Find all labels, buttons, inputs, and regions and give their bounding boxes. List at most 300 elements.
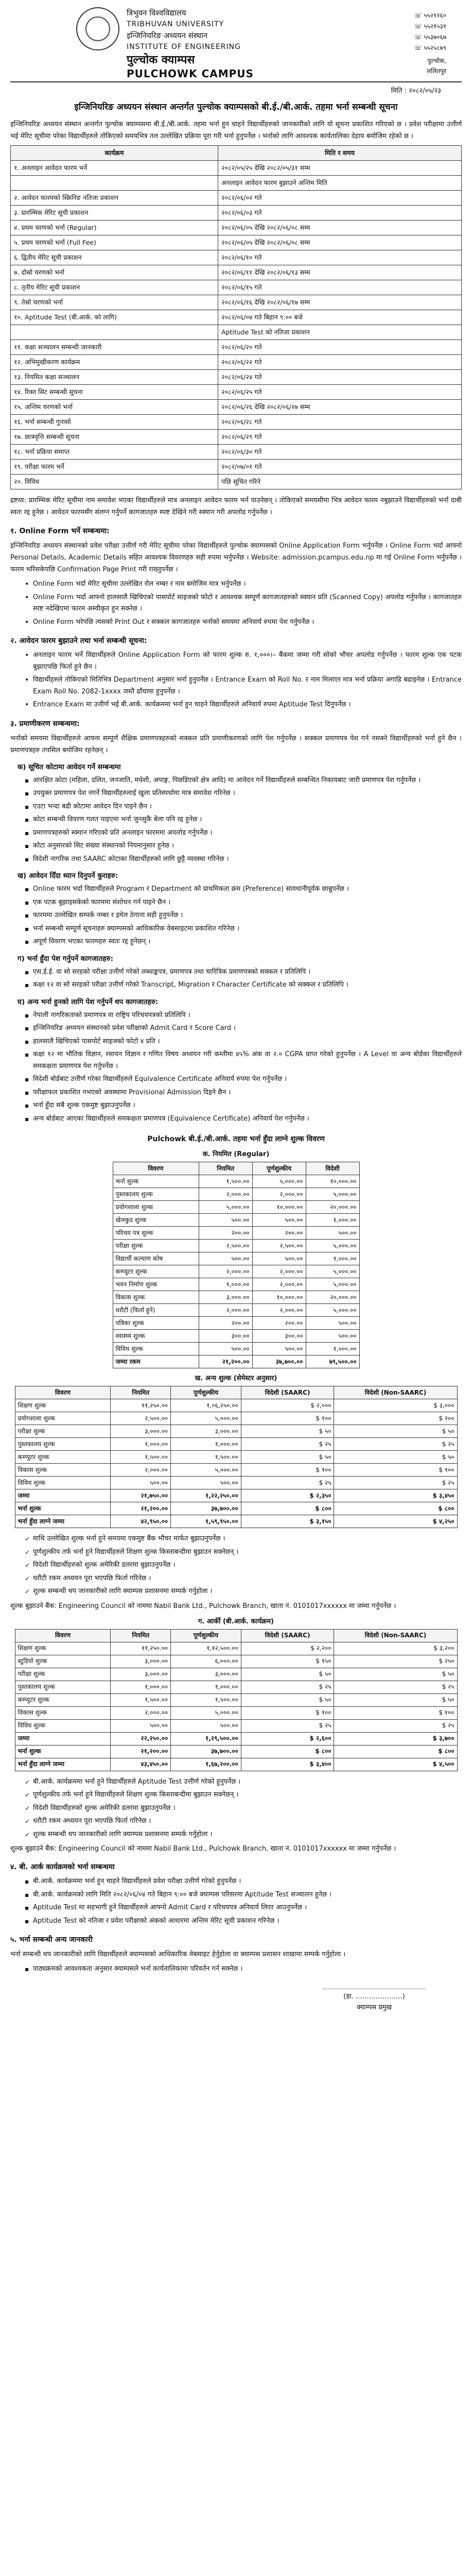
fee-amount: ३७,७००.०० — [252, 1355, 306, 1368]
fee-amount: ५००.०० — [252, 1343, 306, 1355]
table-row — [15, 1681, 457, 1693]
fee-amount: ५,०००.०० — [306, 1265, 359, 1278]
fee-item: जम्मा — [15, 1732, 111, 1745]
fee-item: कम्प्युटर शुल्क — [15, 1693, 111, 1706]
fee-amount: ५००.०० — [306, 1330, 359, 1343]
fee-amount: ५००.०० — [111, 1477, 171, 1489]
list-item: ▪ पाठ्यक्रमको आवश्यकता अनुसार क्याम्पसले भर्ना कार्यतालिकामा परिवर्तन गर्न सक्नेछ । — [33, 1963, 462, 1975]
bank-note: शुल्क बुझाउने बैंक: Engineering Council को नाममा Nabil Bank Ltd., Pulchowk Branch, खाता नं. 0101017xxxxxx मा जम्मा गर्नुपर्नेछ । — [10, 1602, 396, 1610]
fee-amount: २०,०००.०० — [306, 1201, 359, 1214]
table-row — [11, 355, 462, 370]
schedule-activity: ४. प्रथम चरणको भर्ना (Regular) — [11, 221, 218, 235]
fee-item: कम्प्युटर शुल्क — [113, 1265, 199, 1278]
list-item: ▪ एक पटक बुझाइसकेको फारममा संशोधन गर्न पाइने छैन । — [33, 897, 462, 909]
schedule-activity: २०. विविध — [11, 474, 218, 489]
fee-item: परिचय पत्र शुल्क — [113, 1227, 199, 1240]
section-other-info-heading: ५. भर्ना सम्बन्धी अन्य जानकारी — [10, 1936, 93, 1944]
fee-amount: २१,२००.०० — [199, 1355, 252, 1368]
table-row — [11, 460, 462, 474]
table-row — [11, 250, 462, 265]
fee-table-other — [15, 1386, 458, 1528]
notice-title: इन्जिनियरिङ अध्ययन संस्थान अन्तर्गत पुल्चोक क्याम्पसको बी.ई./बी.आर्क. तहमा भर्ना सम्बन्धी सूचना — [74, 102, 398, 112]
fee-amount: $ ५० — [241, 1693, 334, 1706]
list-item: ▪ नेपाली नागरिकताको प्रमाणपत्र वा राष्ट्रिय परिचयपत्रको प्रतिलिपि । — [33, 1010, 462, 1022]
fee-amount: ५००.०० — [171, 1477, 241, 1489]
schedule-activity: १५. अन्तिम चरणको भर्ना — [11, 400, 218, 415]
table-header: विवरण — [15, 1629, 111, 1642]
fee-amount: ५००.०० — [252, 1252, 306, 1265]
fee-amount: २,५००.०० — [199, 1240, 252, 1252]
fee-table-rows — [113, 1175, 359, 1368]
fee-amount: ५००.०० — [252, 1214, 306, 1227]
section-quota-heading: क) सूचित कोटामा आवेदन गर्ने सम्बन्धमा — [18, 762, 121, 771]
fee-amount: १०,०००.०० — [252, 1201, 306, 1214]
signatory-name: (डा. …………………) — [343, 1992, 405, 2001]
table-header: कार्यक्रम — [11, 146, 218, 161]
fee-amount: १,०६,२५०.०० — [171, 1399, 241, 1412]
fee-amount: $ ८०० — [241, 1745, 334, 1758]
table-row — [11, 474, 462, 489]
fee-item: परीक्षा शुल्क — [15, 1668, 111, 1681]
table-row — [113, 1175, 359, 1188]
fee-amount: ३७,७००.०० — [171, 1502, 241, 1515]
list-item: ▪ एउटा भन्दा बढी कोटामा आवेदन दिन पाइने छैन । — [33, 801, 462, 813]
fee-item: स्टुडियो शुल्क — [15, 1655, 111, 1668]
fee-amount: १,५९,९५०.०० — [171, 1515, 241, 1528]
fee-table-rows — [15, 1642, 457, 1771]
table-header: पूर्णशुल्कीय — [171, 1386, 241, 1399]
fee-amount: ५००.०० — [199, 1252, 252, 1265]
fee-amount: ५,०००.०० — [306, 1188, 359, 1201]
table-row — [15, 1706, 457, 1719]
schedule-date: २०८२/०६/०३ गते — [218, 206, 461, 221]
list-item: • Online Form भर्दा आफ्नो हालसालै खिचिएको पासपोर्ट साइजको फोटो र आवश्यक सम्पूर्ण कागजातहरुको स्क्यान प्रति (Scanned Copy) अपलोड गर्नुपर्नेछ । कागजातहरु स्पष्ट नदेखिएमा फारम अस्वीकृत हुन सक्नेछ । — [33, 592, 462, 615]
fee-amount: १,०००.०० — [111, 1438, 171, 1451]
institute-name-english: INSTITUTE OF ENGINEERING — [127, 43, 241, 51]
section-other-info-list — [10, 1963, 462, 1975]
list-item: ✓ बी.आर्क. कार्यक्रममा भर्ना हुने विद्यार्थीहरुले Aptitude Test उत्तीर्ण गरेको हुनुपर्नेछ । — [33, 1776, 462, 1788]
fee-amount: २२,२५०.०० — [111, 1732, 171, 1745]
schedule-date: २०८२/०६/२५ गते — [218, 385, 461, 400]
table-row — [15, 1438, 457, 1451]
fee-amount: २,०००.०० — [199, 1304, 252, 1317]
list-item: ▪ कोटा अनुसारको सिट संख्या संस्थानको नियमानुसार हुनेछ । — [33, 840, 462, 852]
list-item: ✓ धरौटी रकम अध्ययन पूरा भएपछि फिर्ता गरिनेछ । — [33, 1573, 462, 1585]
table-row — [11, 206, 462, 221]
list-item: ✓ विदेशी विद्यार्थीहरुको शुल्क अमेरिकी डलरमा बुझाउनुपर्नेछ । — [33, 1560, 462, 1571]
list-item: • Entrance Exam मा उत्तीर्ण भई बी.आर्क. कार्यक्रममा भर्ना हुन चाहने विद्यार्थीहरुले अनिवार्य रुपमा Aptitude Test दिनुपर्नेछ । — [33, 699, 462, 711]
fee-item: विविध शुल्क — [113, 1343, 199, 1355]
table-row — [11, 370, 462, 385]
list-item: ▪ भर्ना सम्बन्धी सम्पूर्ण सूचनाहरु क्याम्पसको आधिकारिक वेबसाइटमा प्रकाशित गरिनेछ । — [33, 923, 462, 935]
schedule-activity: ८. तृतीय मेरिट सूची प्रकाशन — [11, 280, 218, 295]
table-row — [113, 1265, 359, 1278]
list-item: ▪ कोटा सम्बन्धी विवरण गलत पाइएमा भर्ना जुनसुकै बेला पनि रद्द हुनेछ । — [33, 814, 462, 826]
fee-amount: $ ८०० — [334, 1502, 457, 1515]
fee-item: भवन निर्माण शुल्क — [113, 1278, 199, 1291]
fee-amount: $ २,६०० — [241, 1732, 334, 1745]
section-other-info-paragraph: भर्ना सम्बन्धी थप जानकारीको लागि विद्यार्थीहरुले क्याम्पसको आधिकारिक वेबसाइट हेर्नुहोला वा क्याम्पस प्रशासन शाखामा सम्पर्क गर्नुहोला । — [10, 1951, 346, 1958]
fee-amount: ११,२५०.०० — [111, 1399, 171, 1412]
list-item: ▪ विदेशी बोर्डबाट उत्तीर्ण गरेका विद्यार्थीहरुले Equivalence Certificate अनिवार्य रुपमा पेश गर्नुपर्नेछ । — [33, 1074, 462, 1086]
fee-amount: ५,०००.०० — [306, 1304, 359, 1317]
fee-amount: ३००.०० — [252, 1330, 306, 1343]
phone-icon: ☏ — [414, 12, 422, 19]
fee-notes-list — [10, 1533, 462, 1598]
list-item: ▪ उपयुक्त प्रमाणपत्र पेश नगर्ने विद्यार्थीहरुलाई खुला प्रतिस्पर्धामा मात्र समावेश गरिनेछ । — [33, 788, 462, 800]
fee-amount: १०,०००.०० — [306, 1175, 359, 1188]
phone-icon: ☏ — [414, 44, 422, 52]
fee-item: शिक्षण शुल्क — [15, 1642, 111, 1655]
fee-amount: $ ५० — [241, 1668, 334, 1681]
fee-amount: ३७,७००.०० — [171, 1745, 241, 1758]
fee-amount: २,०००.०० — [252, 1265, 306, 1278]
fee-amount: $ २५ — [334, 1438, 457, 1451]
list-item: • Online Form भर्दा मेरिट सूचीमा उल्लेखित रोल नम्बर र नाम बमोजिम मात्र भर्नुपर्नेछ । — [33, 579, 462, 590]
fee-amount: $ २५ — [334, 1719, 457, 1732]
table-row — [113, 1304, 359, 1317]
fee-amount: ५००.०० — [199, 1343, 252, 1355]
fee-amount: १,२२,२५०.०० — [171, 1489, 241, 1502]
schedule-date: २०८२/०६/१५ गते — [218, 280, 461, 295]
header-divider — [10, 81, 462, 82]
fee-amount: १,५००.०० — [111, 1451, 171, 1464]
intro-paragraph: इन्जिनियरिङ अध्ययन संस्थान अन्तर्गत पुल्चोक क्याम्पसमा बी.ई./बी.आर्क. तहमा भर्ना हुन चाहने विद्यार्थीहरुको जानकारीको लागि यो सूचना प्रकाशित गरिएको छ । प्रवेश परीक्षामा उत्तीर्ण भई मेरिट सूचीमा परेका विद्यार्थीहरुले तोकिएको समयभित्र तल उल्लेखित प्रक्रिया पूरा गरी भर्ना हुनुपर्नेछ । भर्नाको लागि आवश्यक कार्यतालिका देहाय बमोजिम रहेको छ । — [10, 121, 462, 140]
table-row — [113, 1317, 359, 1330]
fee-amount: २,०००.०० — [111, 1706, 171, 1719]
fee-item: खेलकुद शुल्क — [113, 1214, 199, 1227]
fee-amount: २०,०००.०० — [306, 1291, 359, 1304]
table-header: विवरण — [15, 1386, 111, 1399]
table-row — [113, 1240, 359, 1252]
fee-amount: $ ५० — [334, 1425, 457, 1438]
table-row — [113, 1227, 359, 1240]
fee-amount: २,५००.०० — [252, 1240, 306, 1252]
fee-amount: १,६७,२००.०० — [171, 1758, 241, 1771]
schedule-date: पछि सूचित गरिने — [218, 474, 461, 489]
list-item: • अनलाइन फारम भर्ने विद्यार्थीहरुले Online Application Form को फारम शुल्क रु. १,०००।– बैंकमा जम्मा गरी सोको भौचर अपलोड गर्नुपर्नेछ । फारम शुल्क एक पटक बुझाएपछि फिर्ता हुने छैन । — [33, 650, 462, 673]
university-name-nepali: त्रिभुवन विश्वविद्यालय — [127, 8, 186, 18]
table-row — [15, 1502, 457, 1515]
fee-amount: २,०००.०० — [111, 1464, 171, 1477]
fee-amount: ३,०००.०० — [111, 1668, 171, 1681]
fee-item: विविध शुल्क — [15, 1719, 111, 1732]
phone-number: ५५२५८७९ — [424, 44, 446, 52]
table-row — [15, 1642, 457, 1655]
list-item: ▪ आरक्षित कोटा (महिला, दलित, जनजाति, मधेशी, अपाङ्ग, पिछडिएको क्षेत्र आदि) मा आवेदन गर्ने विद्यार्थीहरुले सम्बन्धित निकायबाट जारी प्रमाणपत्र पेश गर्नुपर्नेछ । — [33, 775, 462, 787]
notice-date: मिति : २०८२/०५/२३ — [391, 87, 441, 95]
section-verification-paragraph: भर्नाको समयमा विद्यार्थीहरुले आफ्ना सम्पूर्ण शैक्षिक प्रमाणपत्रहरुको सक्कल प्रति प्रमाणीकरणको लागि पेश गर्नुपर्नेछ । सक्कल प्रमाणपत्र पेश गर्न नसक्ने विद्यार्थीहरुको भर्ना हुने छैन । प्रमाणपत्रहरु तपसिल बमोजिम रहनेछन् । — [10, 734, 462, 754]
list-item: ✓ शुल्क सम्बन्धी थप जानकारीको लागि क्याम्पस प्रशासनमा सम्पर्क गर्नुहोला । — [33, 1829, 462, 1841]
table-row — [15, 1515, 457, 1528]
fee-amount: १,२९,५००.०० — [171, 1732, 241, 1745]
schedule-activity: ३. प्रारम्भिक मेरिट सूची प्रकाशन — [11, 206, 218, 221]
table-row — [113, 1278, 359, 1291]
list-item: ▪ Aptitude Test को नतिजा र प्रवेश परीक्षाको अंकको आधारमा अन्तिम मेरिट सूची प्रकाशन गरिनेछ । — [33, 1916, 462, 1927]
fee-item: पुस्तकालय शुल्क — [113, 1188, 199, 1201]
list-item: ▪ परीक्षाफल प्रकाशित नभएको अवस्थामा Provisional Admission दिइने छैन । — [33, 1087, 462, 1099]
list-item: ▪ कक्षा १२ वा सो सरहको परीक्षा उत्तीर्ण गरेको Transcript, Migration र Character Certificate को सक्कल र प्रतिलिपि । — [33, 979, 462, 991]
section-verification-heading: ३. प्रमाणीकरण सम्बन्धमा: — [10, 719, 80, 728]
schedule-date: २०८२/०६/२८ गते — [218, 415, 461, 430]
admission-schedule-table — [10, 145, 462, 489]
fee-amount: ३,०००.०० — [199, 1291, 252, 1304]
fee-amount: १,०००.०० — [306, 1343, 359, 1355]
fee-amount: $ ३,००० — [334, 1399, 457, 1412]
section-documents-heading: ग) भर्ना हुँदा पेश गर्नुपर्ने कागजातहरु: — [18, 954, 113, 963]
fee-amount: ५,०००.०० — [252, 1175, 306, 1188]
table-row — [113, 1188, 359, 1201]
section-precautions-list — [10, 884, 462, 948]
fee-item: भर्ना शुल्क — [15, 1745, 111, 1758]
fee-amount: $ २५ — [334, 1477, 457, 1489]
phone-number: ५५३७०६७ — [424, 33, 446, 41]
schedule-date: २०८२/०६/०२ गते — [218, 191, 461, 206]
section-barch-list — [10, 1876, 462, 1927]
phone-number: ५५२१२६० — [424, 12, 446, 19]
section-quota-list — [10, 775, 462, 866]
address — [427, 56, 446, 76]
fee-item: प्रयोगशाला शुल्क — [15, 1412, 111, 1425]
list-item: ▪ अपूर्ण विवरण भएका फारमहरु स्वतः रद्द हुनेछन् । — [33, 936, 462, 948]
schedule-date: २०८२/०६/०५ देखि २०८२/०६/०८ सम्म — [218, 235, 461, 250]
section-application-heading: २. आवेदन फारम बुझाउने तथा भर्ना सम्बन्धी सूचना: — [10, 637, 147, 645]
list-item: ▪ एस.ई.ई. वा सो सरहको परीक्षा उत्तीर्ण गरेको लब्धाङ्कपत्र, प्रमाणपत्र तथा चारित्रिक प्रमाणपत्रको सक्कल र प्रतिलिपि । — [33, 967, 462, 978]
fee-amount: $ २५ — [241, 1438, 334, 1451]
table-row — [15, 1464, 457, 1477]
list-item: ✓ विदेशी विद्यार्थीहरुको शुल्क अमेरिकी डलरमा बुझाउनुपर्नेछ । — [33, 1803, 462, 1815]
fee-item: भर्ना हुँदा लाग्ने जम्मा — [15, 1515, 111, 1528]
schedule-date: २०८२/०६/११ देखि २०८२/०६/१३ सम्म — [218, 265, 461, 280]
fee-item: विकास शुल्क — [15, 1706, 111, 1719]
fee-amount: २,०००.०० — [199, 1265, 252, 1278]
schedule-activity: १८. भर्ना प्रक्रिया समाप्त — [11, 445, 218, 460]
list-item: ▪ बी.आर्क. कार्यक्रमको लागि मिति २०८२/०६/०४ गते बिहान ९:०० बजे क्याम्पस परिसरमा Aptitude Test सञ्चालन हुनेछ । — [33, 1889, 462, 1901]
list-item: ▪ फारममा उल्लेखित सम्पर्क नम्बर र इमेल ठेगाना सही हुनुपर्नेछ । — [33, 910, 462, 922]
fee-amount: ५,०००.०० — [306, 1278, 359, 1291]
table-header: विदेशी — [306, 1162, 359, 1175]
fee-amount: २,०००.०० — [252, 1188, 306, 1201]
schedule-activity: १४. रिक्त सिट सम्बन्धी सूचना — [11, 385, 218, 400]
fee-amount: $ १०० — [241, 1464, 334, 1477]
fee-amount: ३००.०० — [199, 1330, 252, 1343]
section-online-form-paragraph: इन्जिनियरिङ अध्ययन संस्थानको प्रवेश परीक्षा उत्तीर्ण गरी मेरिट सूचीमा परेका विद्यार्थीहरुले पुल्चोक क्याम्पसको Online Application Form भर्नुपर्नेछ । Online Form भर्दा आफ्नो Personal Details, Academic Details सहित आवश्यक विवरणहरु सही रुपमा भर्नुपर्नेछ । Website: admission.pcampus.edu.np मा गई Online Form भर्नुपर्नेछ । फारम भरिसकेपछि Confirmation Page Print गरी राख्नुपर्नेछ । — [10, 542, 462, 573]
fee-amount: १,५००.०० — [171, 1451, 241, 1464]
table-row — [113, 1355, 359, 1368]
list-item: ▪ हालसालै खिचिएको पासपोर्ट साइजको फोटो ४ प्रति । — [33, 1036, 462, 1048]
table-row — [113, 1201, 359, 1214]
fee-amount: १,०००.०० — [171, 1681, 241, 1693]
fee-amount: ११,२५०.०० — [111, 1642, 171, 1655]
fee-amount: १०,०००.०० — [252, 1291, 306, 1304]
table-header: मिति र समय — [218, 146, 461, 161]
schedule-activity: १९. परीक्षा फारम भर्ने — [11, 460, 218, 474]
schedule-date: २०८२/०६/१६ देखि २०८२/०६/१७ सम्म — [218, 295, 461, 310]
table-row — [15, 1668, 457, 1681]
fee-section-heading: Pulchowk बी.ई./बी.आर्क. तहमा भर्ना हुँदा लाग्ने शुल्क विवरण — [147, 1135, 325, 1143]
fee-amount: २००.०० — [199, 1317, 252, 1330]
schedule-rows — [11, 161, 462, 489]
table-row — [11, 430, 462, 445]
table-row — [11, 325, 462, 340]
fee-amount: $ ३,७०० — [334, 1732, 457, 1745]
table-row — [15, 1399, 457, 1412]
list-item: ▪ भर्ना हुँदा सबै शुल्क एकमुष्ट बुझाउनुपर्नेछ । — [33, 1100, 462, 1112]
list-item: ✓ पूर्णशुल्कीय तर्फ भर्ना हुने विद्यार्थीहरुले शिक्षण शुल्क किस्ताबन्दीमा बुझाउन सक्नेछन् । — [33, 1789, 462, 1801]
section-documents-list — [10, 967, 462, 991]
fee-amount: १,०००.०० — [171, 1438, 241, 1451]
fee-item: स्वास्थ्य शुल्क — [113, 1330, 199, 1343]
fee-item: परीक्षा शुल्क — [15, 1425, 111, 1438]
list-item: ▪ Online फारम भर्दा विद्यार्थीहरुले Program र Department को प्राथमिकता क्रम (Preference) सावधानीपूर्वक छान्नुपर्नेछ । — [33, 884, 462, 895]
fee-item: विकास शुल्क — [113, 1291, 199, 1304]
fee-amount: १,५००.०० — [111, 1693, 171, 1706]
list-item: ▪ विदेशी नागरिक तथा SAARC कोटाका विद्यार्थीहरुको लागि छुट्टै व्यवस्था गरिनेछ । — [33, 854, 462, 866]
schedule-date: २०८२/०६/०४ गते बिहान ९:०० बजे — [218, 310, 461, 325]
fee-amount: ३,०००.०० — [111, 1425, 171, 1438]
fee-amount: ५,०००.०० — [171, 1412, 241, 1425]
list-item: ✓ माथि उल्लेखित शुल्क भर्ना हुने समयमा एकमुष्ट बैंक भौचर मार्फत बुझाउनुपर्नेछ । — [33, 1533, 462, 1545]
list-item: • विद्यार्थीहरुले तोकिएको मितिभित्र Department अनुसार भर्ना हुनुपर्नेछ । Entrance Exam को Roll No. र नाम मिलाएर मात्र भर्ना प्रक्रिया अगाडि बढाइनेछ । Entrance Exam Roll No. 2082-1xxxx जस्तै ढाँचामा हुनुपर्नेछ । — [33, 674, 462, 698]
table-row — [15, 1745, 457, 1758]
fee-amount: ५००.०० — [199, 1214, 252, 1227]
fee-amount: २१,७५०.०० — [111, 1489, 171, 1502]
fee-amount: १,५००.०० — [171, 1693, 241, 1706]
table-row — [11, 295, 462, 310]
schedule-activity: ७. दोस्रो चरणको भर्ना — [11, 265, 218, 280]
schedule-date: २०८२/०६/०५ देखि २०८२/०६/०८ सम्म — [218, 221, 461, 235]
schedule-activity: ९. तेस्रो चरणको भर्ना — [11, 295, 218, 310]
fee-table-rows — [15, 1399, 457, 1528]
fee-amount: ५००.०० — [306, 1317, 359, 1330]
fee-table-3-caption: ग. आर्की (बी.आर्क. कार्यक्रम) — [198, 1617, 274, 1625]
table-header: नियमित — [111, 1629, 171, 1642]
list-item: ▪ कक्षा १२ मा भौतिक विज्ञान, रसायन विज्ञान र गणित विषय अध्ययन गरी कम्तीमा ४५% अंक वा २.० CGPA प्राप्त गरेको हुनुपर्नेछ । A Level वा अन्य बोर्डका विद्यार्थीहरुले समकक्षता प्रमाणपत्र पेश गर्नुपर्नेछ । — [33, 1049, 462, 1072]
schedule-activity — [11, 325, 218, 340]
fee-amount: १,१२,५००.०० — [171, 1642, 241, 1655]
schedule-date: २०८२/०६/२६ देखि २०८२/०६/२७ सम्म — [218, 400, 461, 415]
schedule-activity: १६. भर्ना सम्बन्धी गुनासो — [11, 415, 218, 430]
fee-item: परीक्षा शुल्क — [113, 1240, 199, 1252]
fee-item: धरौटी (फिर्ता हुने) — [113, 1304, 199, 1317]
schedule-date: २०८२/०६/३० गते — [218, 445, 461, 460]
fee-notes-list-2 — [10, 1776, 462, 1841]
table-row — [113, 1330, 359, 1343]
fee-amount: ५,०००.०० — [171, 1464, 241, 1477]
table-row — [11, 280, 462, 295]
schedule-date: २०८२/०७/०१ गते — [218, 460, 461, 474]
fee-amount: २१,२००.०० — [111, 1502, 171, 1515]
fee-amount: ३,०००.०० — [111, 1655, 171, 1668]
fee-amount: २००.०० — [252, 1227, 306, 1240]
table-row — [11, 310, 462, 325]
phone-number: ५५२१५३१ — [424, 23, 446, 30]
fee-amount: $ २५ — [241, 1719, 334, 1732]
fee-amount: ५००.०० — [171, 1719, 241, 1732]
fee-table-2-caption: ख. अन्य शुल्क (सेमेस्टर अनुसार) — [195, 1375, 277, 1382]
schedule-date: २०८२/०६/१० गते — [218, 250, 461, 265]
schedule-date: २०८२/०६/२२ गते — [218, 355, 461, 370]
institute-name-nepali: इन्जिनियरिङ अध्ययन संस्थान — [127, 31, 208, 40]
fee-amount: २००.०० — [199, 1227, 252, 1240]
fee-amount: $ २०० — [334, 1412, 457, 1425]
fee-amount: $ १०० — [334, 1706, 457, 1719]
table-row — [15, 1412, 457, 1425]
list-item: • Online Form भरेपछि त्यसको Print Out र सक्कल कागजातहरु भर्नाको समयमा अनिवार्य रुपमा पेश गर्नुपर्नेछ । — [33, 617, 462, 629]
fee-table-barch — [15, 1629, 458, 1771]
schedule-activity: १०. Aptitude Test (बी.आर्क. को लागि) — [11, 310, 218, 325]
fee-item: शिक्षण शुल्क — [15, 1399, 111, 1412]
schedule-activity: १२. अभिमुखीकरण कार्यक्रम — [11, 355, 218, 370]
address-city: ललितपुर — [427, 67, 446, 75]
schedule-activity: ५. प्रथम चरणको भर्ना (Full Fee) — [11, 235, 218, 250]
notice-paragraph: द्रष्टव्य: प्रारम्भिक मेरिट सूचीमा नाम समावेश भएका विद्यार्थीहरुले मात्र अनलाइन आवेदन फारम भर्न पाउनेछन् । तोकिएको समयसीमा भित्र आवेदन फारम नबुझाउने विद्यार्थीहरुको भर्ना दाबी स्वतः रद्द हुनेछ । आवेदन फारमसँग संलग्न गर्नुपर्ने कागजातहरु स्पष्ट देखिने गरी स्क्यान गरी अपलोड गर्नुपर्नेछ । — [10, 497, 462, 516]
fee-item: कम्प्युटर शुल्क — [15, 1451, 111, 1464]
letterhead-text — [127, 7, 312, 79]
table-row — [11, 176, 462, 191]
fee-amount: $ ५० — [334, 1693, 457, 1706]
schedule-activity — [11, 176, 218, 191]
fee-amount: $ २,००० — [241, 1399, 334, 1412]
fee-item: पत्रिका शुल्क — [113, 1317, 199, 1330]
fee-item: पुस्तकालय शुल्क — [15, 1438, 111, 1451]
table-header: विदेशी (SAARC) — [241, 1386, 334, 1399]
fee-amount: ४२,९५०.०० — [111, 1515, 171, 1528]
fee-table-1-caption: क. नियमित (Regular) — [202, 1150, 270, 1158]
table-row — [11, 235, 462, 250]
schedule-date: अनलाइन आवेदन फारम बुझाउने अन्तिम मिति — [218, 176, 461, 191]
table-header: पूर्णशुल्कीय — [171, 1629, 241, 1642]
fee-amount: $ २५ — [241, 1681, 334, 1693]
fee-amount: $ १०० — [241, 1706, 334, 1719]
table-row — [11, 400, 462, 415]
signatory-title: क्याम्पस प्रमुख — [356, 2003, 392, 2011]
fee-amount: $ २,२०० — [241, 1642, 334, 1655]
campus-name-english: PULCHOWK CAMPUS — [127, 67, 254, 80]
table-row — [15, 1719, 457, 1732]
university-name-english: TRIBHUVAN UNIVERSITY — [127, 20, 224, 28]
campus-name-nepali: पुल्चोक क्याम्पस — [127, 54, 195, 66]
table-row — [15, 1425, 457, 1438]
list-item: ✓ पूर्णशुल्कीय तर्फ भर्ना हुने विद्यार्थीहरुले शिक्षण शुल्क किस्ताबन्दीमा बुझाउन सक्नेछन् । — [33, 1547, 462, 1558]
section-barch-heading: ४. बी. आर्क कार्यक्रमको भर्ना सम्बन्धमा — [10, 1863, 115, 1871]
fee-amount: $ ८०० — [334, 1745, 457, 1758]
list-item: ▪ प्रमाणपत्रहरुको स्क्यान गरिएको प्रति अनलाइन फारममा अपलोड गर्नुपर्नेछ । — [33, 827, 462, 839]
bank-note: शुल्क बुझाउने बैंक: Engineering Council को नाममा Nabil Bank Ltd., Pulchowk Branch, खाता नं. 0101017xxxxxx मा जम्मा गर्नुपर्नेछ । — [10, 1845, 396, 1853]
fee-item: विकास शुल्क — [15, 1464, 111, 1477]
table-header: विवरण — [113, 1162, 199, 1175]
table-row — [15, 1655, 457, 1668]
fee-amount: $ १५० — [241, 1655, 334, 1668]
fee-amount: $ ४,२५० — [334, 1515, 457, 1528]
table-row — [15, 1758, 457, 1771]
list-item: ✓ शुल्क सम्बन्धी थप जानकारीको लागि क्याम्पस प्रशासनमा सम्पर्क गर्नुहोला । — [33, 1586, 462, 1598]
fee-amount: $ ४,५०० — [334, 1758, 457, 1771]
fee-amount: $ २५० — [334, 1655, 457, 1668]
table-header: विदेशी (Non-SAARC) — [334, 1629, 457, 1642]
fee-table-regular — [113, 1162, 360, 1368]
fee-amount: ५००.०० — [306, 1227, 359, 1240]
list-item: ▪ बी.आर्क. कार्यक्रममा भर्ना हुन चाहने विद्यार्थीहरुले प्रवेश परीक्षा उत्तीर्ण गरेको हुनुपर्नेछ । — [33, 1876, 462, 1888]
section-online-form-heading: १. Online Form भर्ने सम्बन्धमा: — [10, 527, 110, 535]
table-header: विदेशी (Non-SAARC) — [334, 1386, 457, 1399]
fee-amount: $ १०० — [334, 1464, 457, 1477]
schedule-date: २०८२/०५/२५ देखि २०८२/०५/३१ सम्म — [218, 161, 461, 176]
fee-item: भर्ना शुल्क — [113, 1175, 199, 1188]
signature-block — [307, 1989, 441, 2013]
table-header: नियमित — [199, 1162, 252, 1175]
fee-item: भर्ना हुँदा लाग्ने जम्मा — [15, 1758, 111, 1771]
